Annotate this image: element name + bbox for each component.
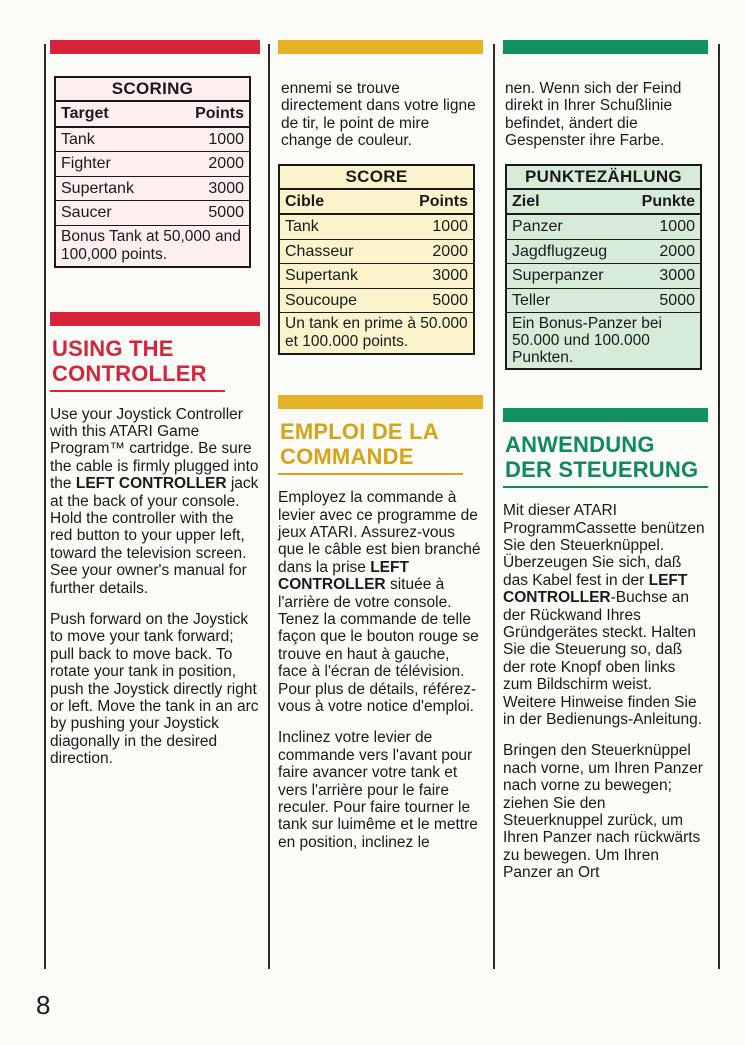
points-cell: 2000 [659,242,695,260]
table-row [56,201,249,226]
table-row [507,264,700,289]
target-cell: Tank [61,130,95,148]
column-rule-2 [493,44,495,969]
table-row [280,215,473,240]
table-title: SCORE [280,166,473,190]
points-cell: 1000 [659,218,695,236]
bonus-note: Bonus Tank at 50,000 and 100,000 points. [61,227,241,263]
target-cell: Tank [285,218,319,236]
points-cell: 5000 [659,291,695,309]
body-paragraph: Bringen den Steuerknüppel nach vorne, um Ihren Panzer nach vorne zu bewegen; ziehen Sie den Steuerknuppel zurück, um Ihren Panzer nach rückwärts zu bewegen. Um Ihren Panzer an Ort [503,742,703,882]
table-row [507,289,700,314]
points-cell: 2000 [208,155,244,172]
target-cell: Supertank [61,179,134,197]
column-header-points: Points [195,105,244,122]
table-row [56,177,249,202]
target-cell: Fighter [61,155,111,172]
table-row [507,215,700,240]
french-column [278,40,483,851]
page-number: 8 [36,990,51,1020]
body-paragraph: Employez la commande à levier avec ce programme de jeux ATARI. Assurez-vous que le câble est bien branché dans la prise LEFT CONTROLLER située à l'arrière de votre console. Tenez la commande de telle façon que le bouton rouge se trouve en haut à gauche, face à l'écran de télévision. Pour plus de détails, référez-vous à votre notice d'emploi. [278,489,481,715]
color-bar [503,408,708,422]
points-cell: 5000 [432,291,468,309]
column-header-points: Punkte [641,192,695,210]
column-header-target: Target [61,105,109,122]
bold-term: LEFT CONTROLLER [278,558,409,594]
table-header-row [56,102,249,128]
table-row [280,289,473,314]
color-bar [278,395,483,409]
points-cell: 3000 [208,179,244,197]
german-column [503,40,708,882]
score-table [278,164,475,356]
bonus-note: Un tank en prime à 50.000 et 100.000 points. [285,315,468,351]
column-header-points: Points [419,192,468,210]
column-header-target: Ziel [512,192,540,210]
body-paragraph: nen. Wenn sich der Feind direkt in Ihrer Schußlinie befindet, ändert die Gespenster ihre Farbe. [505,80,682,150]
english-column [50,40,260,768]
target-cell: Jagdflugzeug [512,242,608,260]
target-cell: Chasseur [285,242,354,260]
table-row [507,240,700,265]
bold-term: LEFT CONTROLLER [75,475,227,493]
points-cell: 2000 [432,242,468,260]
color-bar [50,40,260,54]
column-rule-left [44,44,46,969]
column-header-target: Cible [285,192,325,210]
color-bar [278,40,483,54]
points-cell: 3000 [432,267,468,285]
color-bar [503,40,708,54]
body-paragraph: Use your Joystick Controller with this ATARI Game Program™ cartridge. Be sure the cable is firmly plugged into the LEFT CONTROLLER jack at the back of your console. Hold the controller with the red button to your upper left, toward the television screen. See your owner's manual for further details. [50,405,259,597]
color-bar [50,312,260,326]
target-cell: Superpanzer [512,267,604,285]
target-cell: Supertank [285,267,358,285]
section-heading: USING THE CONTROLLER [50,326,225,392]
body-paragraph: ennemi se trouve directement dans votre ligne de tir, le point de mire change de couleur. [281,80,476,150]
table-title: PUNKTEZÄHLUNG [507,166,700,190]
bonus-note: Ein Bonus-Panzer bei 50.000 und 100.000 Punkten. [512,315,662,367]
table-row [56,128,249,153]
table-row [280,264,473,289]
section-heading: ANWENDUNG DER STEUERUNG [503,422,708,488]
table-title: SCORING [56,78,249,102]
body-paragraph: Inclinez votre levier de commande vers l'avant pour faire avancer votre tank et vers l'arrière pour le faire reculer. Pour faire tourner le tank sur luimême et le mettre en position, inclinez le [278,729,478,851]
scoring-table [54,76,251,268]
section-heading: EMPLOI DE LA COMMANDE [278,409,463,475]
target-cell: Teller [512,291,551,309]
column-rule-1 [268,44,270,969]
bold-term: LEFT CONTROLLER [503,571,688,607]
points-cell: 1000 [208,130,244,148]
table-row [56,152,249,177]
target-cell: Saucer [61,204,112,221]
target-cell: Soucoupe [285,291,358,309]
target-cell: Panzer [512,218,563,236]
body-paragraph: Mit dieser ATARI ProgrammCassette benützen Sie den Steuerknüppel. Überzeugen Sie sich, daß das Kabel fest in der LEFT CONTROLLER-Buchse an der Rückwand Ihres Gründgerätes steckt. Halten Sie die Steuerung so, daß der rote Knopf oben links zum Bildschirm weist. Weitere Hinweise finden Sie in der Bedienungs-Anleitung. [503,502,705,728]
table-header-row [507,190,700,216]
table-row [280,240,473,265]
score-table [505,164,702,371]
points-cell: 5000 [208,204,244,221]
body-paragraph: Push forward on the Joystick to move your tank forward; pull back to move back. To rotate your tank in position, push the Joystick directly right or left. Move the tank in an arc by pushing your Joystick diagonally in the desired direction. [50,610,259,768]
column-rule-right [718,44,720,969]
points-cell: 1000 [432,218,468,236]
points-cell: 3000 [659,267,695,285]
table-header-row [280,190,473,216]
